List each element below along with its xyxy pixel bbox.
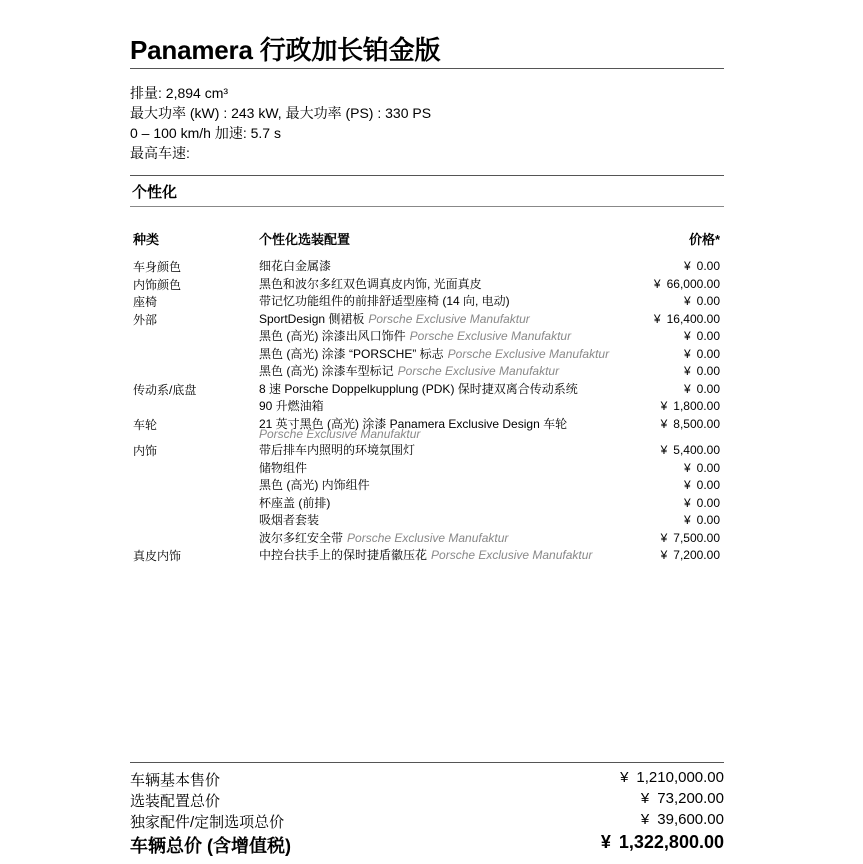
row-category: 内饰	[133, 444, 158, 458]
row-item-label: 细花白金属漆	[259, 259, 332, 273]
row-item	[259, 293, 639, 311]
row-price	[684, 328, 720, 346]
row-price	[684, 363, 720, 381]
header-category: 种类	[133, 232, 160, 247]
page-title: Panamera 行政加长铂金版	[130, 35, 441, 65]
currency-symbol: ¥	[683, 294, 691, 308]
row-price-amount: 1,800.00	[673, 399, 720, 413]
table-row	[130, 311, 724, 329]
row-item-label: 吸烟者套装	[259, 513, 320, 527]
table-row	[130, 346, 724, 364]
spec-list	[130, 83, 431, 163]
currency-symbol: ¥	[683, 329, 691, 343]
row-item-label: 8 速 Porsche Doppelkupplung (PDK) 保时捷双离合传动系统	[259, 381, 578, 396]
total-amount: 1,322,800.00	[618, 832, 724, 852]
table-header	[130, 229, 724, 247]
row-price-amount: 66,000.00	[666, 276, 720, 291]
row-item-label: SportDesign 侧裙板	[259, 311, 365, 326]
row-category: 传动系/底盘	[133, 382, 197, 397]
row-item	[259, 477, 639, 495]
table-row	[130, 547, 724, 565]
row-item	[259, 398, 639, 416]
total-amount: 39,600.00	[657, 811, 724, 828]
currency-symbol: ¥	[660, 443, 668, 457]
row-item	[259, 276, 639, 294]
row-price	[661, 398, 720, 416]
row-price-amount: 0.00	[696, 364, 720, 378]
currency-symbol: ¥	[683, 364, 691, 378]
currency-symbol: ¥	[660, 399, 668, 413]
row-price-amount: 5,400.00	[673, 443, 720, 457]
row-item-label: 带记忆功能组件的前排舒适型座椅 (14 向, 电动)	[259, 294, 510, 308]
currency-symbol: ¥	[653, 276, 661, 291]
total-value	[620, 769, 724, 786]
row-price-amount: 7,500.00	[673, 530, 720, 545]
currency-symbol: ¥	[683, 346, 691, 361]
currency-symbol: ¥	[600, 832, 611, 852]
row-item	[259, 381, 639, 399]
row-manufaktur-tag: Porsche Exclusive Manufaktur	[397, 364, 560, 378]
row-price	[654, 311, 720, 329]
row-category: 车身颜色	[133, 260, 182, 274]
row-item	[259, 460, 639, 478]
row-price-amount: 0.00	[696, 329, 720, 343]
table-row	[130, 460, 724, 478]
currency-symbol: ¥	[640, 790, 650, 807]
row-item	[259, 547, 639, 565]
total-label: 选装配置总价	[130, 793, 221, 810]
currency-symbol: ¥	[683, 460, 691, 475]
row-price-amount: 0.00	[696, 495, 720, 510]
table-row	[130, 328, 724, 346]
row-item-label: 黑色 (高光) 涂漆 “PORSCHE” 标志	[259, 346, 444, 361]
total-value	[601, 832, 724, 853]
total-label: 车辆基本售价	[130, 772, 221, 789]
row-manufaktur-tag: Porsche Exclusive Manufaktur	[447, 346, 610, 361]
table-row	[130, 512, 724, 530]
row-price	[684, 512, 720, 530]
total-row	[130, 811, 724, 832]
currency-symbol: ¥	[660, 416, 668, 431]
row-price	[684, 258, 720, 276]
section-divider-bottom	[130, 206, 724, 207]
table-row	[130, 276, 724, 294]
table-row	[130, 381, 724, 399]
row-category: 外部	[133, 312, 158, 327]
spec-displacement: 排量: 2,894 cm³	[130, 85, 229, 101]
row-item-label: 21 英寸黑色 (高光) 涂漆 Panamera Exclusive Design 车轮	[259, 416, 568, 431]
grand-total-row	[130, 832, 724, 856]
row-price	[684, 495, 720, 513]
section-divider-top	[130, 175, 724, 176]
spec-acceleration: 0 – 100 km/h 加速: 5.7 s	[130, 125, 281, 141]
row-item	[259, 311, 639, 329]
row-price	[684, 477, 720, 495]
currency-symbol: ¥	[640, 811, 650, 828]
row-manufaktur-tag: Porsche Exclusive Manufaktur	[431, 548, 593, 562]
total-amount: 1,210,000.00	[636, 769, 724, 786]
options-table	[130, 258, 724, 565]
row-item	[259, 512, 639, 530]
row-item	[259, 416, 639, 443]
total-value	[641, 790, 724, 807]
row-price	[684, 293, 720, 311]
table-row	[130, 363, 724, 381]
currency-symbol: ¥	[653, 311, 661, 326]
spec-power: 最大功率 (kW) : 243 kW, 最大功率 (PS) : 330 PS	[130, 105, 432, 121]
currency-symbol: ¥	[660, 548, 668, 562]
row-category: 真皮内饰	[133, 549, 182, 563]
row-price-amount: 0.00	[696, 460, 720, 475]
total-row	[130, 769, 724, 790]
currency-symbol: ¥	[683, 478, 691, 492]
table-row	[130, 258, 724, 276]
row-manufaktur-subline: Porsche Exclusive Manufaktur	[259, 427, 421, 441]
row-item-label: 储物组件	[259, 460, 308, 475]
row-category: 座椅	[133, 295, 158, 309]
row-price-amount: 8,500.00	[673, 416, 720, 431]
table-row	[130, 495, 724, 513]
currency-symbol: ¥	[683, 513, 691, 527]
total-value	[641, 811, 724, 828]
currency-symbol: ¥	[620, 769, 629, 786]
row-manufaktur-tag: Porsche Exclusive Manufaktur	[409, 329, 572, 343]
row-item-label: 黑色 (高光) 涂漆出风口饰件	[259, 329, 406, 343]
row-item	[259, 442, 639, 460]
row-item-label: 中控台扶手上的保时捷盾徽压花	[259, 548, 428, 562]
row-price	[684, 381, 720, 399]
spec-top-speed: 最高车速:	[130, 145, 190, 161]
total-row	[130, 790, 724, 811]
row-price-amount: 0.00	[696, 346, 720, 361]
row-item	[259, 346, 639, 364]
row-item-label: 90 升燃油箱	[259, 399, 324, 413]
table-row	[130, 477, 724, 495]
totals-list	[130, 769, 724, 856]
row-category: 内饰颜色	[133, 277, 182, 292]
row-manufaktur-tag: Porsche Exclusive Manufaktur	[347, 530, 509, 545]
row-item	[259, 530, 639, 548]
header-price: 价格*	[688, 232, 720, 247]
currency-symbol: ¥	[683, 381, 691, 396]
row-category: 车轮	[133, 417, 158, 432]
row-item	[259, 363, 639, 381]
table-row	[130, 530, 724, 548]
total-label: 独家配件/定制选项总价	[130, 814, 285, 831]
currency-symbol: ¥	[683, 495, 691, 510]
row-price-amount: 0.00	[696, 259, 720, 273]
section-title: 个性化	[132, 184, 178, 201]
row-item-label: 带后排车内照明的环境氛围灯	[259, 443, 416, 457]
row-manufaktur-tag: Porsche Exclusive Manufaktur	[368, 311, 530, 326]
row-item-label: 黑色 (高光) 内饰组件	[259, 478, 370, 492]
row-price	[684, 460, 720, 478]
row-item-label: 黑色 (高光) 涂漆车型标记	[259, 364, 394, 378]
totals-divider	[130, 762, 724, 763]
row-price-amount: 0.00	[696, 478, 720, 492]
total-amount: 73,200.00	[657, 790, 724, 807]
row-price-amount: 0.00	[696, 381, 720, 396]
table-row	[130, 442, 724, 460]
row-price	[661, 547, 720, 565]
row-price	[684, 346, 720, 364]
row-price	[661, 442, 720, 460]
title-divider	[130, 68, 724, 69]
table-row	[130, 293, 724, 311]
header-option: 个性化选装配置	[259, 232, 351, 247]
currency-symbol: ¥	[660, 530, 668, 545]
row-item-label: 黑色和波尔多红双色调真皮内饰, 光面真皮	[259, 276, 482, 291]
row-price	[654, 276, 720, 294]
row-item	[259, 495, 639, 513]
currency-symbol: ¥	[683, 259, 691, 273]
total-label: 车辆总价 (含增值税)	[130, 836, 291, 856]
row-price-amount: 0.00	[696, 513, 720, 527]
row-item-label: 波尔多红安全带	[259, 530, 344, 545]
row-price	[661, 530, 720, 548]
row-price-amount: 0.00	[696, 294, 720, 308]
row-price-amount: 7,200.00	[673, 548, 720, 562]
row-price-amount: 16,400.00	[666, 311, 720, 326]
row-item	[259, 328, 639, 346]
table-row	[130, 398, 724, 416]
table-row	[130, 416, 724, 443]
row-item-label: 杯座盖 (前排)	[259, 495, 331, 510]
row-item	[259, 258, 639, 276]
row-price	[661, 416, 720, 434]
